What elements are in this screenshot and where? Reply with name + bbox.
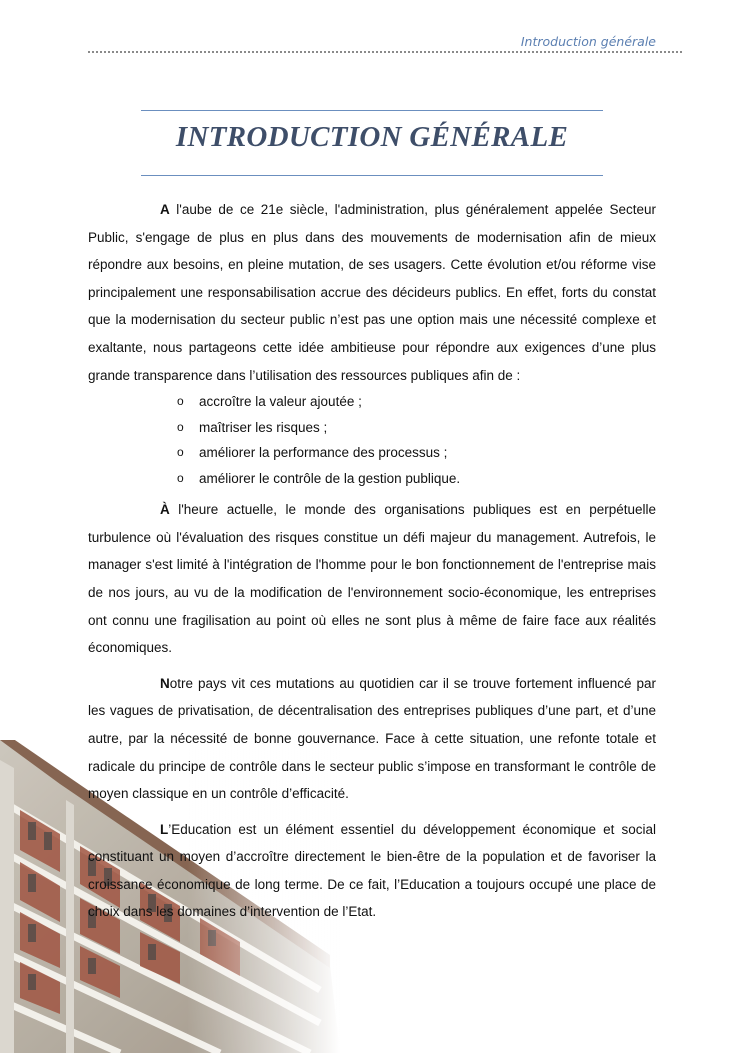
paragraph-text: l'heure actuelle, le monde des organisations publiques est en perpétuelle turbulence où l'évaluation des risques constitue un défi majeur du management. Autrefois, le manager s'est limité à l'intégration de l'homme pour le bon fonctionnement de l'entreprise mais de nos jours, au vu de la modification de l'environnement socio-économique, les entreprises ont connu une fragilisation au point où elles ne sont plus à même de faire face aux réalités économiques.: [88, 502, 656, 656]
paragraph-text: l'aube de ce 21e siècle, l'administration, plus généralement appelée Secteur Public, s'engage de plus en plus dans des mouvements de modernisation afin de mieux répondre aux besoins, en pleine mutation, de ses usagers. Cette évolution et/ou réforme vise principalement une responsabilisation accrue des décideurs publics. En effet, forts du constat que la modernisation du secteur public n’est pas une option mais une nécessité complexe et exaltante, nous partageons cette idée ambitieuse pour répondre aux exigences d’une plus grande transparence dans l’utilisation des ressources publiques afin de :: [88, 202, 656, 383]
paragraph-initial: L: [160, 821, 169, 837]
paragraph-4: [88, 816, 656, 926]
paragraph-1: [88, 196, 656, 389]
body-text: [88, 196, 656, 934]
bullet-marker-icon: o: [177, 445, 184, 460]
running-header: Introduction générale: [520, 34, 656, 49]
paragraph-initial: À: [160, 502, 170, 518]
paragraph-2: [88, 496, 656, 662]
list-item: o améliorer la performance des processus ;: [177, 440, 656, 466]
header-dotted-rule: [88, 51, 682, 53]
paragraph-3: [88, 670, 656, 808]
title-rule-bottom: [141, 175, 603, 176]
paragraph-text: ’Education est un élément essentiel du développement économique et social constituant un moyen d’accroître directement le bien-être de la population et de favoriser la croissance économique de long terme. De ce fait, l’Education a toujours occupé une place de choix dans les domaines d’intervention de l’Etat.: [88, 821, 656, 920]
bullet-marker-icon: o: [177, 419, 184, 434]
title-rule-top: [141, 110, 603, 111]
list-item: o améliorer le contrôle de la gestion publique.: [177, 466, 656, 492]
page-title: INTRODUCTION GÉNÉRALE: [175, 121, 569, 153]
paragraph-text: otre pays vit ces mutations au quotidien car il se trouve fortement influencé par les vagues de privatisation, de décentralisation des entreprises publiques d’une part, et d’une autre, par la nécessité de bonne gouvernance. Face à cette situation, une refonte totale et radicale du principe de contrôle dans le secteur public s’impose en transformant le contrôle de moyen classique en un contrôle d’efficacité.: [88, 675, 656, 802]
list-item: o accroître la valeur ajoutée ;: [177, 389, 656, 415]
objectives-list: [88, 389, 656, 491]
list-item: o maîtriser les risques ;: [177, 415, 656, 441]
paragraph-initial: A: [160, 202, 170, 217]
bullet-marker-icon: o: [177, 394, 184, 409]
bullet-marker-icon: o: [177, 470, 184, 485]
paragraph-initial: N: [160, 675, 170, 691]
